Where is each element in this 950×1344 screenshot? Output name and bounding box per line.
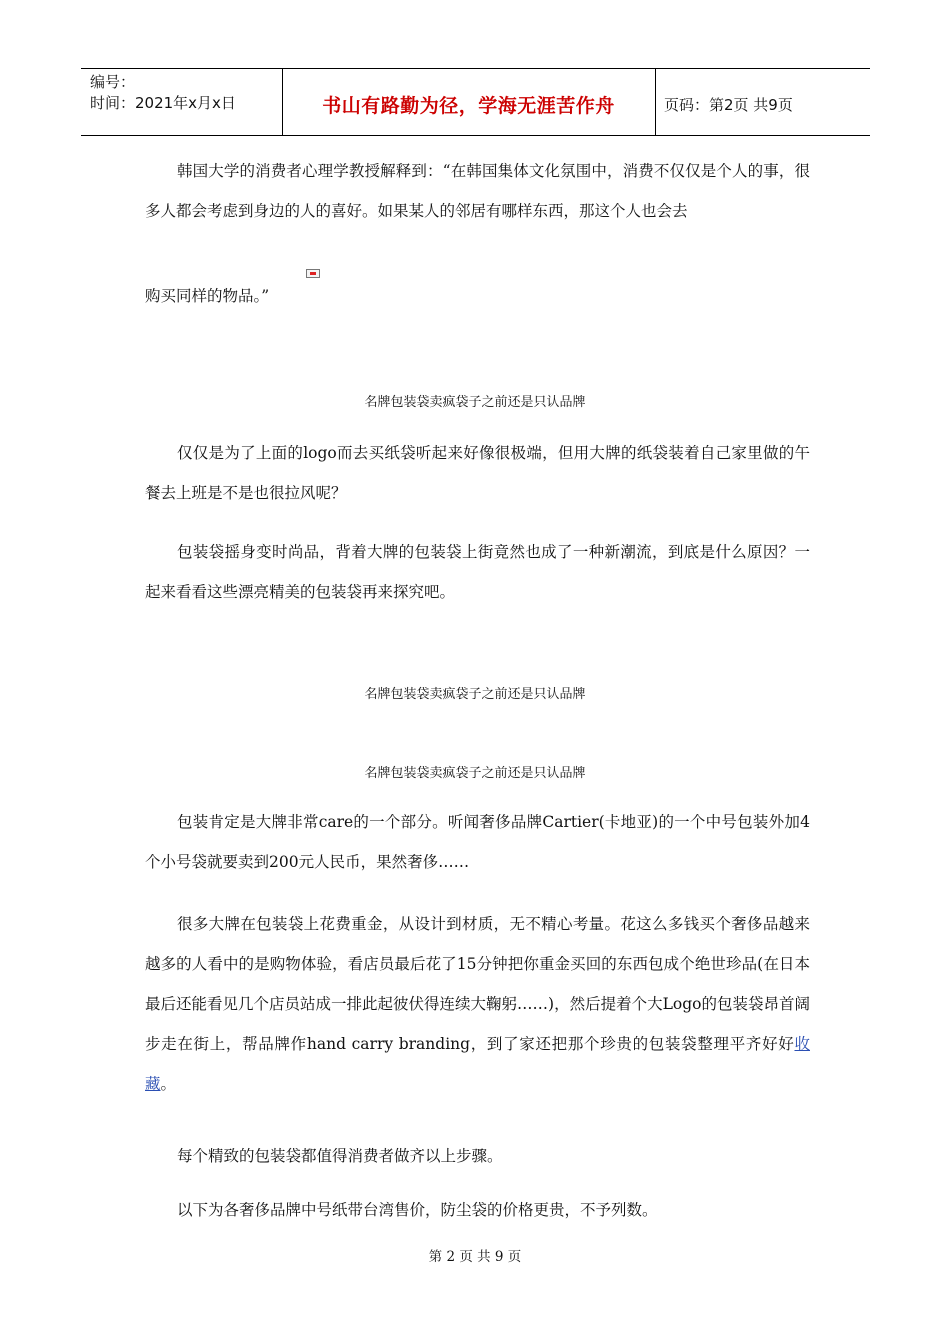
paragraph-7: 以下为各奢侈品牌中号纸带台湾售价，防尘袋的价格更贵，不予列数。 bbox=[177, 1201, 658, 1219]
paragraph-6: 每个精致的包装袋都值得消费者做齐以上步骤。 bbox=[177, 1147, 503, 1165]
header-motto: 书山有路勤为径，学海无涯苦作舟 bbox=[322, 95, 615, 117]
header-page-label: 页码：第2页 共9页 bbox=[664, 96, 793, 114]
header-page-cell bbox=[655, 69, 870, 135]
paragraph-5 bbox=[145, 904, 810, 1104]
document-number-label: 编号： bbox=[90, 73, 136, 91]
image-caption-3: 名牌包装袋卖疯袋子之前还是只认品牌 bbox=[364, 766, 586, 781]
collect-link[interactable]: 收藏 bbox=[145, 1035, 810, 1093]
image-caption-1: 名牌包装袋卖疯袋子之前还是只认品牌 bbox=[364, 395, 586, 410]
header-info-cell bbox=[81, 69, 283, 135]
paragraph-5-text: 很多大牌在包装袋上花费重金，从设计到材质，无不精心考量。花这么多钱买个奢侈品越来越多的人看中的是购物体验，看店员最后花了15分钟把你重金买回的东西包成个绝世珍品(在日本最后还能看见几个店员站成一排此起彼伏得连续大鞠躬……)，然后提着个大Logo的包装袋昂首阔步走在街上，帮品牌作hand carry branding，到了家还把那个珍贵的包装袋整理平齐好好 bbox=[145, 915, 810, 1053]
header-motto-cell bbox=[282, 69, 656, 135]
paragraph-5-end: 。 bbox=[160, 1075, 177, 1093]
paragraph-4: 包装肯定是大牌非常care的一个部分。听闻奢侈品牌Cartier(卡地亚)的一个中号包装外加4个小号袋就要卖到200元人民币，果然奢侈…… bbox=[145, 813, 810, 871]
paragraph-1-tail: 购买同样的物品。” bbox=[145, 287, 270, 305]
paragraph-1: 韩国大学的消费者心理学教授解释到：“在韩国集体文化氛围中，消费不仅仅是个人的事，很多人都会考虑到身边的人的喜好。如果某人的邻居有哪样东西，那这个人也会去 bbox=[145, 162, 810, 220]
document-header bbox=[81, 68, 870, 136]
page-footer: 第 2 页 共 9 页 bbox=[428, 1249, 522, 1265]
image-caption-2: 名牌包装袋卖疯袋子之前还是只认品牌 bbox=[364, 687, 586, 702]
paragraph-3: 包装袋摇身变时尚品，背着大牌的包装袋上街竟然也成了一种新潮流，到底是什么原因？一起来看看这些漂亮精美的包装袋再来探究吧。 bbox=[145, 543, 810, 601]
document-time-label: 时间：2021年x月x日 bbox=[90, 94, 236, 112]
paragraph-2: 仅仅是为了上面的logo而去买纸袋听起来好像很极端，但用大牌的纸袋装着自己家里做的午餐去上班是不是也很拉风呢？ bbox=[145, 444, 810, 502]
